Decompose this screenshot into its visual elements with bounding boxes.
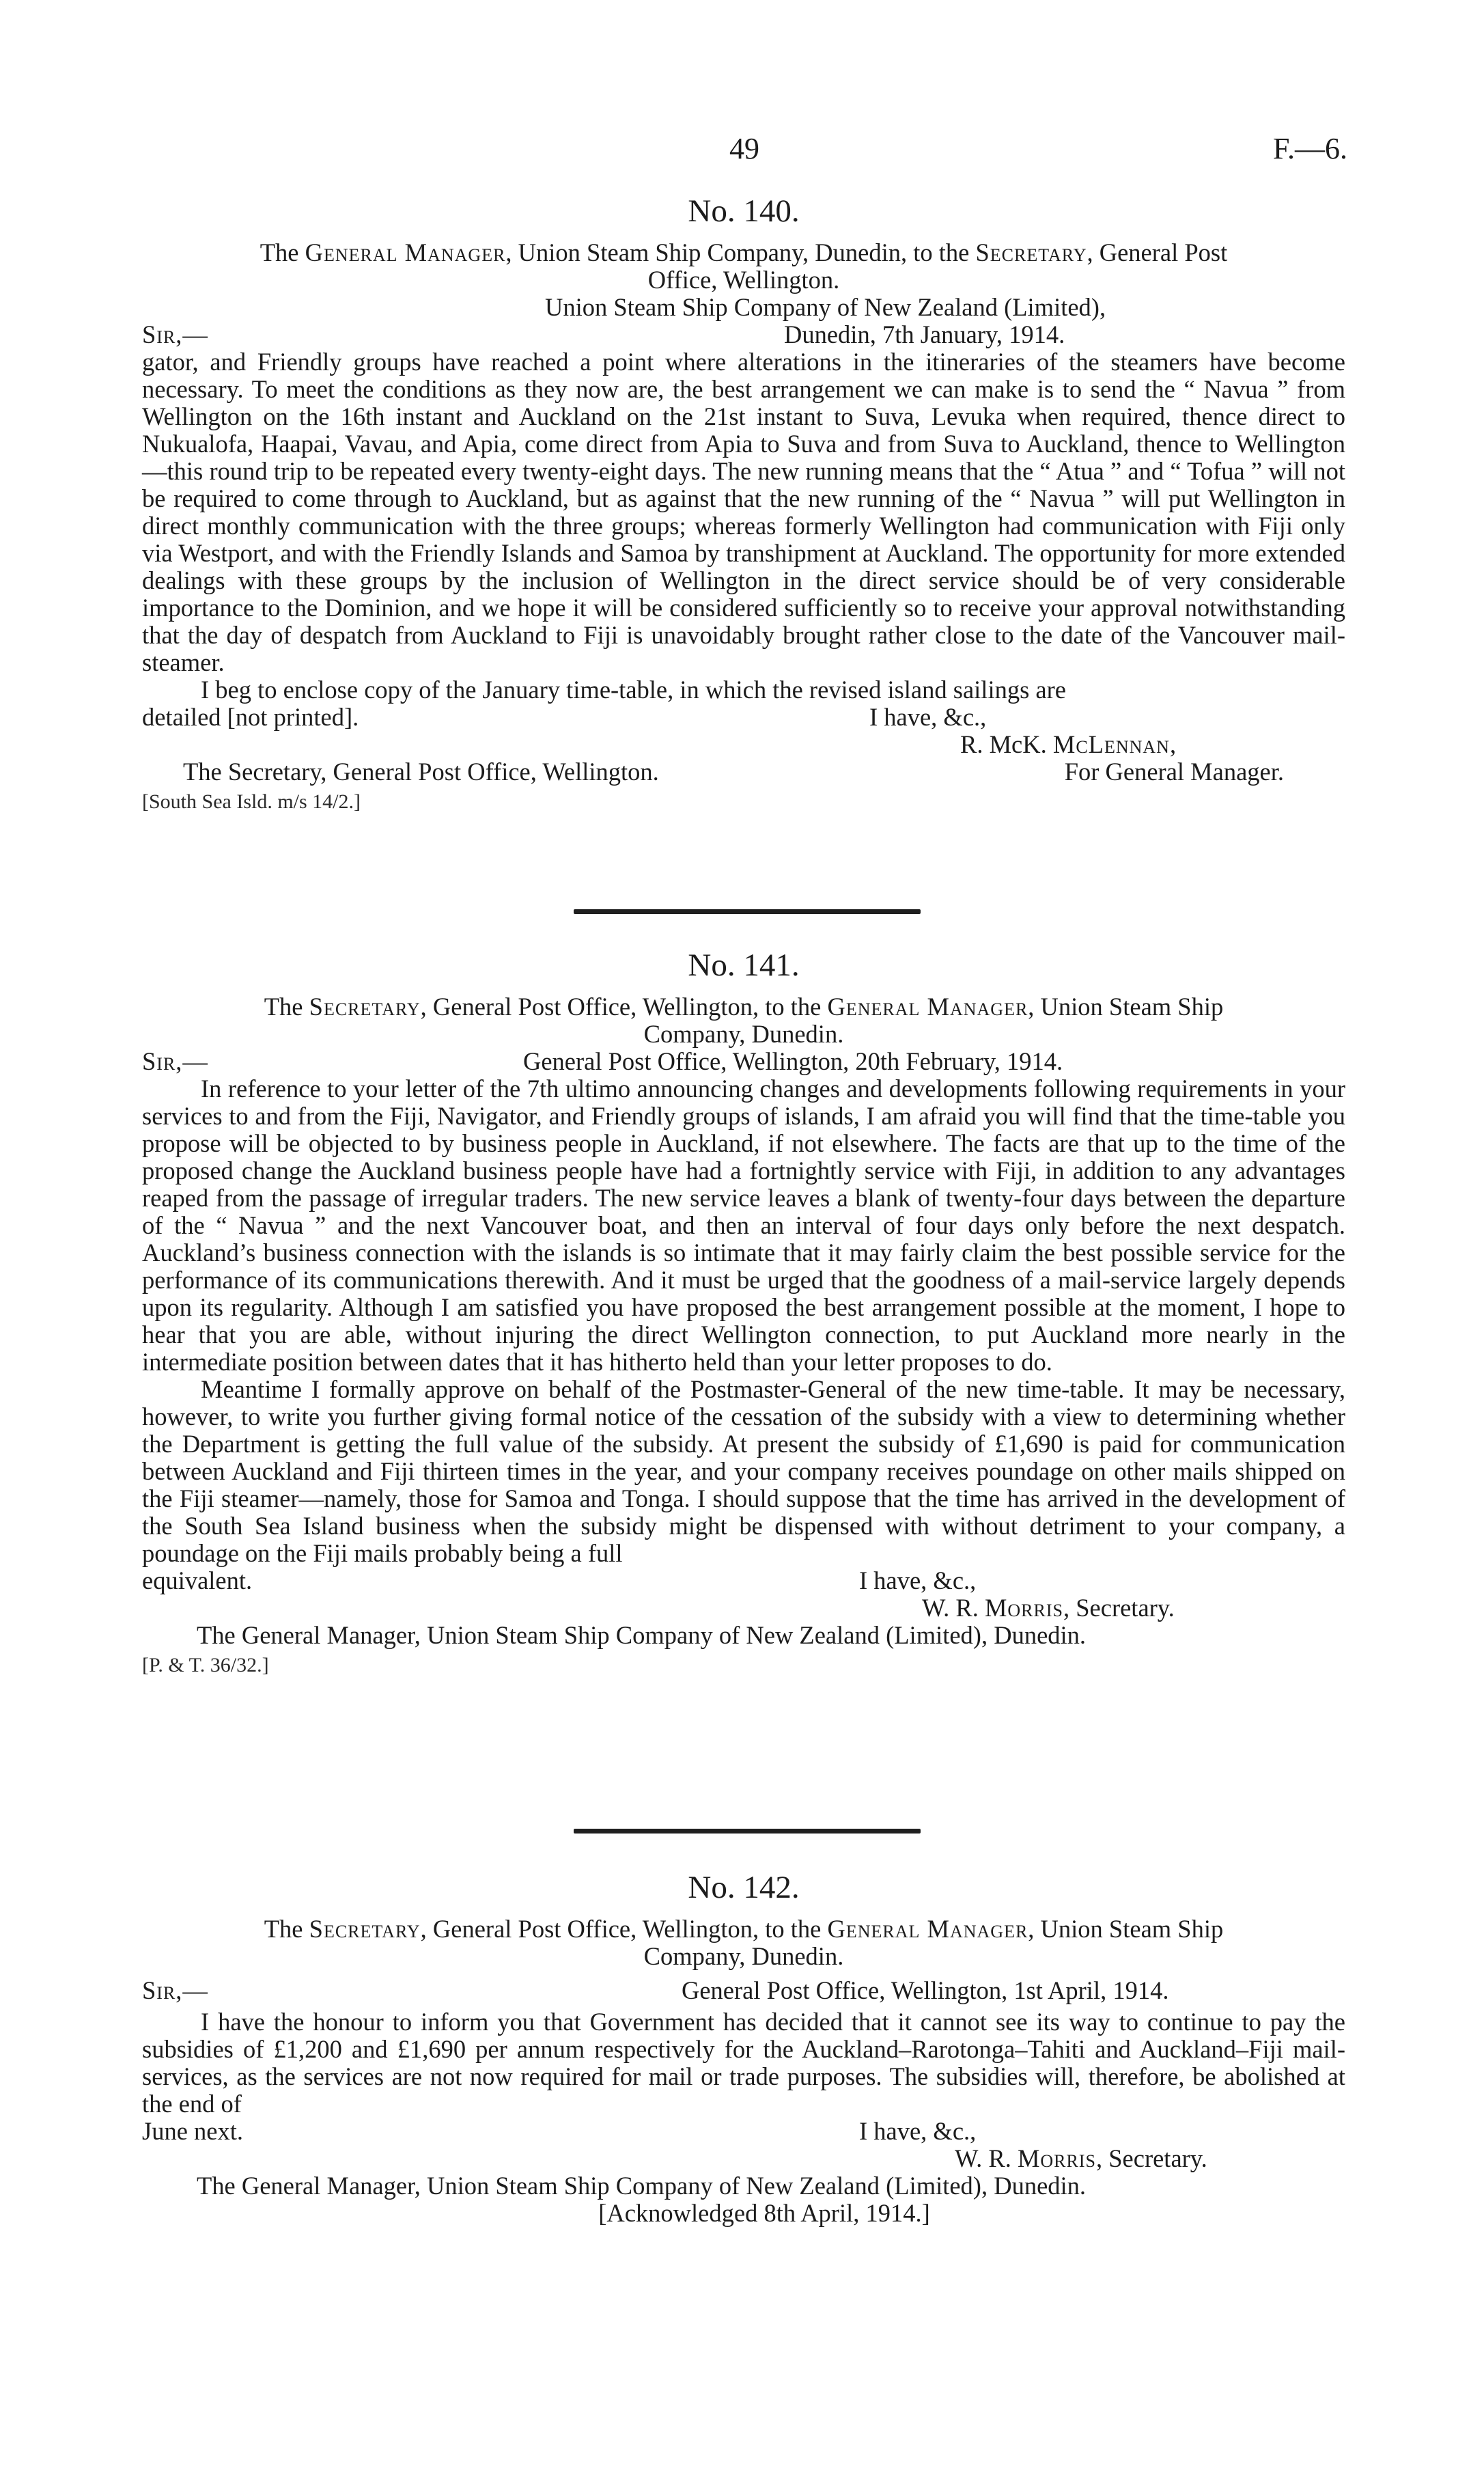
section-divider [574, 909, 921, 914]
closing: I have, &c., [869, 703, 987, 731]
letter-title: The Secretary, General Post Office, Wellington, to the General Manager, Union Steam Ship Company, Dunedin. [264, 1915, 1224, 1970]
addressee: The Secretary, General Post Office, Wellington. [183, 758, 659, 786]
letter-number: No. 142. [688, 1870, 800, 1905]
signature: W. R. Morris, Secretary. [922, 1594, 1175, 1622]
place-date: General Post Office, Wellington, 1st April, 1914. [682, 1976, 1169, 2004]
place-date: General Post Office, Wellington, 20th February, 1914. [523, 1047, 1063, 1075]
file-reference: [P. & T. 36/32.] [142, 1654, 269, 1676]
paragraph: In reference to your letter of the 7th ultimo announcing changes and developments following requirements in your services to and from the Fiji, Navigator, and Friendly groups of islands, I am afraid you will find that the time-table you propose will be objected to by business people in Auckland, if not elsewhere. The facts are that up to the time of the proposed change the Auckland business people have had a fortnightly service with Fiji, in addition to any advantages reaped from the passage of irregular traders. The new service leaves a blank of twenty-four days between the departure of the “ Navua ” and the next Vancouver boat, and then an interval of four days only before the next despatch. Auckland’s business connection with the islands is so intimate that it may fairly claim the best possible service for the performance of its communications therewith. And it must be urged that the goodness of a mail-service largely depends upon its regularity. Although I am satisfied you have proposed the best arrangement possible at the moment, I hope to hear that you are able, without injuring the direct Wellington connection, to put Auckland more nearly in the intermediate position between dates that it has hitherto held than your letter proposes to do. [142, 1075, 1345, 1376]
addressee-line [142, 758, 1345, 786]
signature: W. R. Morris, Secretary. [955, 2144, 1207, 2172]
last-line: June next. [142, 2117, 243, 2145]
salutation-line [142, 1977, 1345, 2004]
letter-140 [142, 193, 1345, 814]
acknowledgement: [Acknowledged 8th April, 1914.] [598, 2199, 930, 2227]
letter-title: The General Manager, Union Steam Ship Company, Dunedin, to the Secretary, General Post Office, Wellington. [260, 238, 1228, 294]
page-header [0, 131, 1484, 172]
sender-address: Union Steam Ship Company of New Zealand (Limited), [545, 293, 1106, 321]
paragraph: I beg to enclose copy of the January time-table, in which the revised island sailings are [201, 676, 1066, 704]
closing-line [142, 1567, 1345, 1594]
last-line: equivalent. [142, 1566, 253, 1594]
addressee: The General Manager, Union Steam Ship Company of New Zealand (Limited), Dunedin. [197, 1621, 1087, 1649]
addressee: The General Manager, Union Steam Ship Company of New Zealand (Limited), Dunedin. [197, 2172, 1087, 2200]
place-date: Dunedin, 7th January, 1914. [784, 320, 1065, 348]
letter-141 [142, 947, 1345, 1678]
closing-line [142, 2118, 1345, 2145]
signature: R. McK. McLennan, [960, 730, 1177, 758]
salutation: Sir,— [142, 1047, 208, 1075]
salutation: Sir,— [142, 1976, 208, 2004]
paragraph: gator, and Friendly groups have reached a point where alterations in the itineraries of the steamers have become necessary. To meet the conditions as they now are, the best arrangement we can make is to send the “ Navua ” from Wellington on the 16th instant and Auckland on the 21st instant to Suva, Levuka when required, thence direct to Nukualofa, Haapai, Vavau, and Apia, come direct from Apia to Suva and from Suva to Auckland, thence to Wellington—this round trip to be repeated every twenty-eight days. The new running means that the “ Atua ” and “ Tofua ” will not be required to come through to Auckland, but as against that the new running of the “ Navua ” will put Wellington in direct monthly communication with the three groups; whereas formerly Wellington had communication with Fiji only via Westport, and with the Friendly Islands and Samoa by transhipment at Auckland. The opportunity for more extended dealings with these groups by the inclusion of Wellington in the direct service should be of very considerable importance to the Dominion, and we hope it will be considered sufficiently so to receive your approval notwithstanding that the day of despatch from Auckland to Fiji is unavoidably brought rather close to the date of the Vancouver mail-steamer. [142, 348, 1345, 676]
letter-number: No. 140. [688, 193, 800, 229]
page-number: 49 [729, 132, 759, 165]
paragraph: Meantime I formally approve on behalf of the Postmaster-General of the new time-table. It may be necessary, however, to write you further giving formal notice of the cessation of the subsidy with a view to determining whether the Department is getting the full value of the subsidy. At present the subsidy of £1,690 is paid for communication between Auckland and Fiji thirteen times in the year, and your company receives poundage on other mails shipped on the Fiji steamer—namely, those for Samoa and Tonga. I should suppose that the time has arrived in the development of the South Sea Island business when the subsidy might be dispensed with without detriment to your company, a poundage on the Fiji mails probably being a full [142, 1375, 1345, 1567]
salutation: Sir,— [142, 320, 208, 348]
closing-line [142, 704, 1345, 731]
file-reference: [South Sea Isld. m/s 14/2.] [142, 790, 361, 813]
document-reference: F.—6. [1273, 132, 1347, 165]
signer-role: For General Manager. [1064, 758, 1284, 786]
closing: I have, &c., [859, 2117, 977, 2145]
salutation-line [142, 321, 1345, 348]
section-divider [574, 1829, 921, 1833]
paragraph: I have the honour to inform you that Government has decided that it cannot see its way to continue to pay the subsidies of £1,200 and £1,690 per annum respectively for the Auckland–Rarotonga–Tahiti and Auckland–Fiji mail-services, as the services are not now required for mail or trade purposes. The subsidies will, therefore, be abolished at the end of [142, 2008, 1345, 2118]
last-line: detailed [not printed]. [142, 703, 359, 731]
salutation-line [142, 1048, 1345, 1075]
closing: I have, &c., [859, 1566, 977, 1594]
letter-number: No. 141. [688, 947, 800, 983]
letter-title: The Secretary, General Post Office, Wellington, to the General Manager, Union Steam Ship Company, Dunedin. [264, 993, 1224, 1048]
letter-142 [142, 1869, 1345, 2227]
